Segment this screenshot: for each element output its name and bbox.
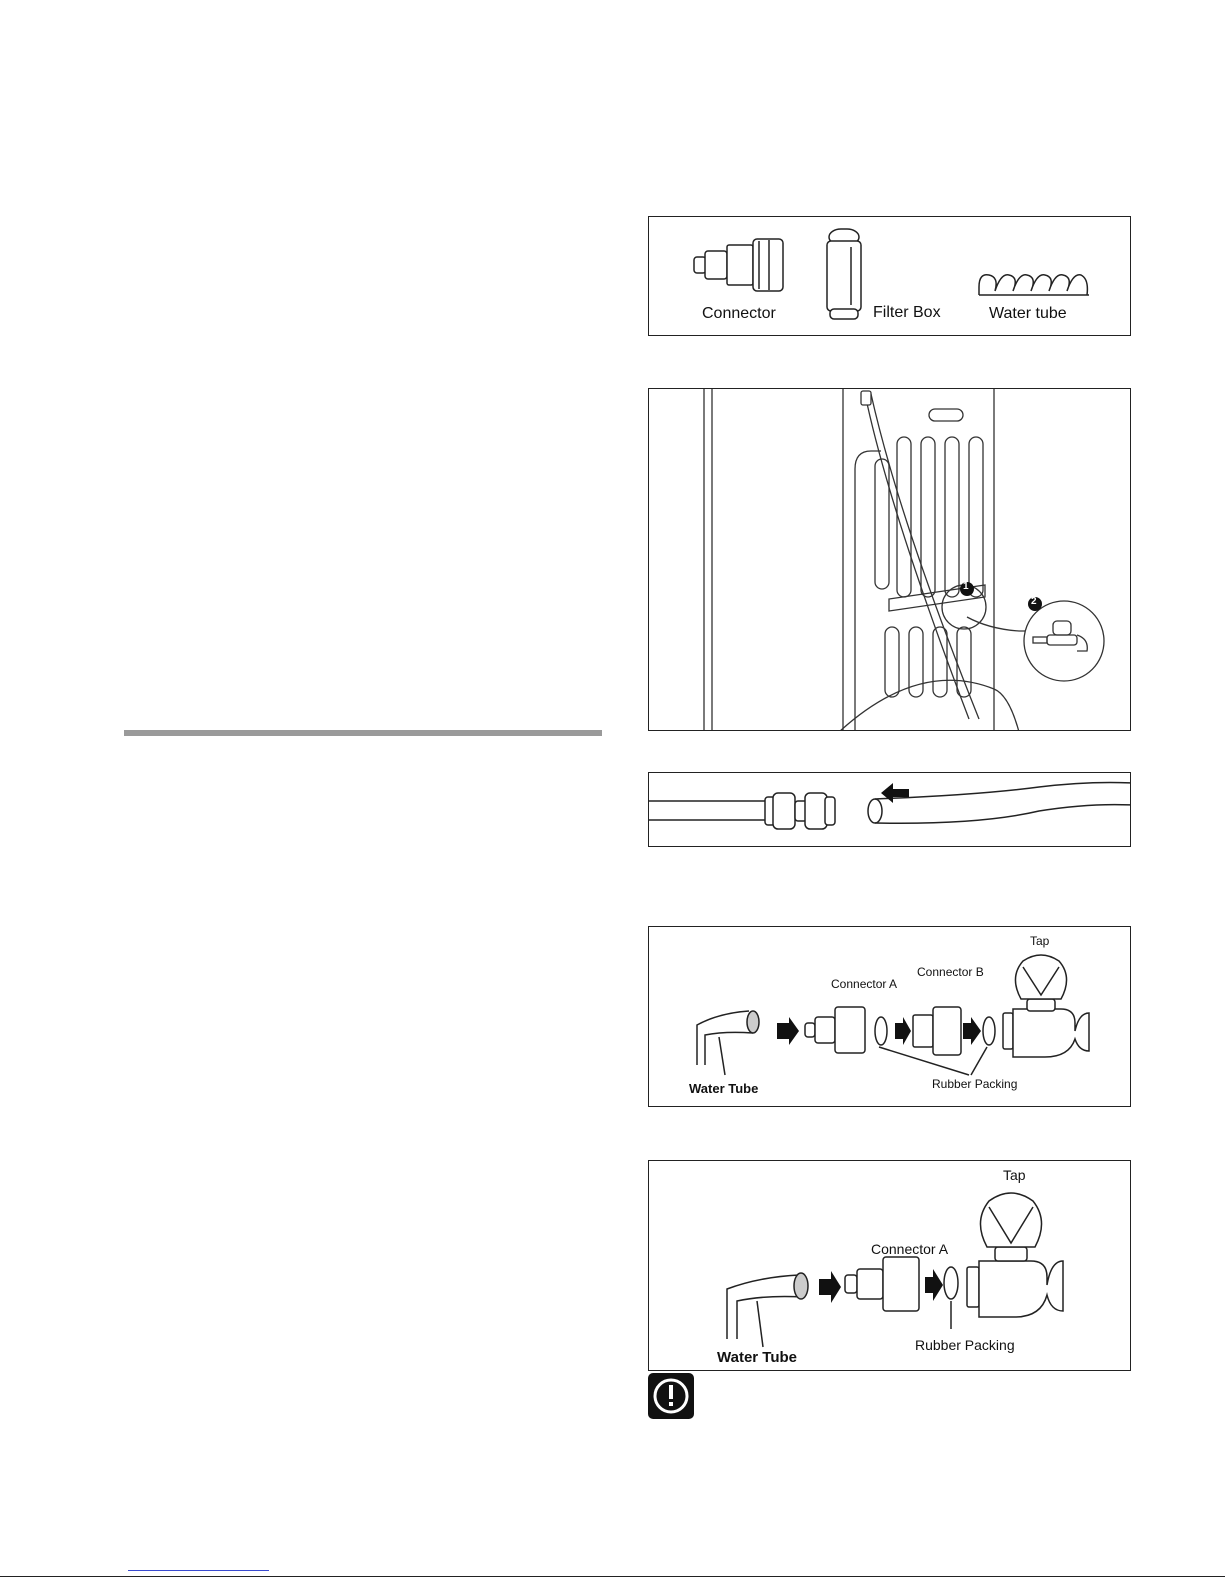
water-tube-label: Water Tube [689, 1081, 759, 1096]
tap-connection-a-illustration [649, 1161, 1131, 1371]
connector-icon [694, 239, 783, 291]
footer-rule [0, 1576, 1225, 1577]
section-divider [124, 730, 602, 736]
tap-connection-panel-a [648, 1160, 1131, 1371]
rubber-packing-label: Rubber Packing [915, 1337, 1015, 1353]
fridge-back-illustration [649, 389, 1131, 731]
water-tube-icon [979, 275, 1089, 295]
filter-box-icon [827, 229, 861, 319]
callout-2-number: 2 [1031, 596, 1037, 607]
connector-b-label: Connector B [917, 965, 984, 979]
connector-label: Connector [702, 305, 776, 322]
connector-a-label: Connector A [831, 977, 898, 991]
parts-panel [648, 216, 1131, 336]
tap-connection-panel-b [648, 926, 1131, 1107]
tap-connection-b-illustration [649, 927, 1131, 1107]
rubber-packing-label: Rubber Packing [932, 1077, 1018, 1091]
tap-label: Tap [1030, 934, 1050, 948]
water-tube-label: Water Tube [717, 1349, 798, 1366]
caution-exclamation-icon [648, 1373, 694, 1419]
tap-label: Tap [1003, 1167, 1026, 1183]
callout-1-number: 1 [963, 581, 969, 592]
connector-a-label: Connector A [871, 1241, 949, 1257]
footer-link-underline [128, 1570, 269, 1571]
filter-box-label: Filter Box [873, 304, 941, 321]
installation-panel [648, 388, 1131, 731]
insert-arrow-icon [881, 783, 909, 803]
water-tube-label: Water tube [989, 305, 1067, 322]
tube-insertion-illustration [649, 773, 1131, 847]
tube-insertion-panel [648, 772, 1131, 847]
